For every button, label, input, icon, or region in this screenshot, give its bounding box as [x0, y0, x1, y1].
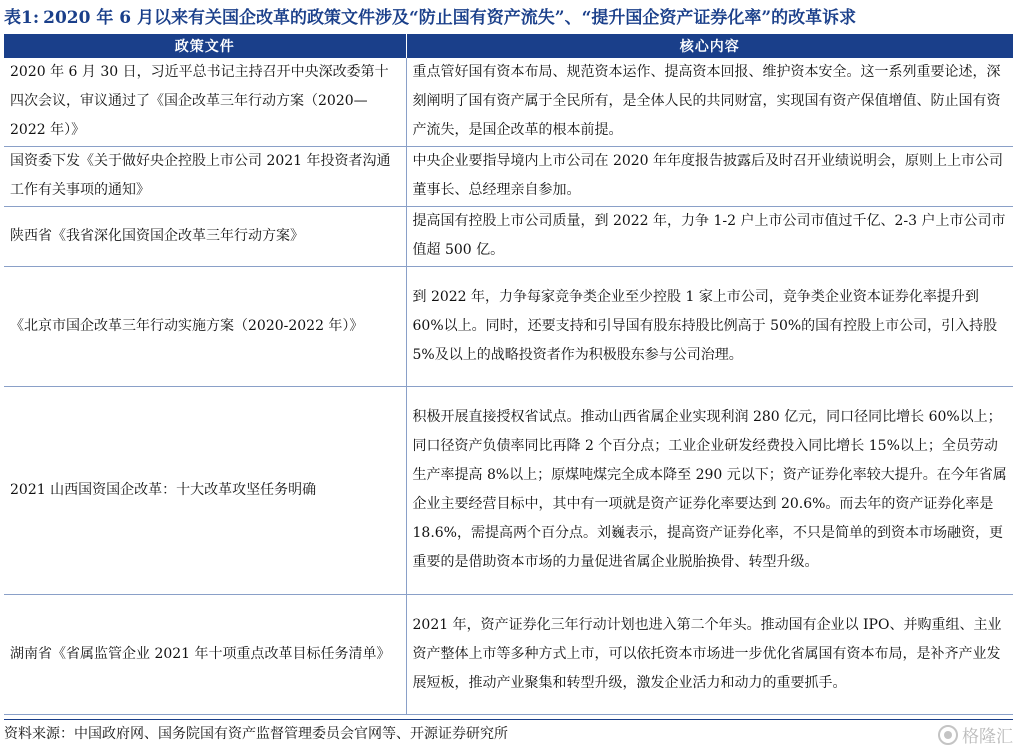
header-policy-doc: 政策文件: [4, 34, 406, 58]
source-note: 资料来源：中国政府网、国务院国有资产监督管理委员会官网等、开源证券研究所: [4, 719, 1013, 748]
core-content-cell: 中央企业要指导境内上市公司在 2020 年年度报告披露后及时召开业绩说明会，原则上上市公司董事长、总经理亲自参加。: [406, 146, 1013, 206]
gelonghui-logo-icon: [938, 725, 958, 745]
header-row: [4, 34, 1013, 58]
table-title: [4, 2, 1017, 34]
policy-table: [4, 34, 1013, 715]
policy-doc-cell: 2021 山西国资国企改革：十大改革攻坚任务明确: [4, 386, 406, 594]
table-caption: 2020 年 6 月以来有关国企改革的政策文件涉及“防止国有资产流失”、“提升国企资产证券化率”的改革诉求: [43, 8, 857, 28]
policy-doc-cell: 湖南省《省属监管企业 2021 年十项重点改革目标任务清单》: [4, 594, 406, 714]
table-row: [4, 206, 1013, 266]
core-content-cell: 重点管好国有资本布局、规范资本运作、提高资本回报、维护资本安全。这一系列重要论述，深刻阐明了国有资产属于全民所有，是全体人民的共同财富，实现国有资产保值增值、防止国有资产流失，是国企改革的根本前提。: [406, 58, 1013, 146]
watermark: [938, 722, 1013, 747]
table-row: [4, 58, 1013, 146]
table-row: [4, 594, 1013, 714]
policy-doc-cell: 《北京市国企改革三年行动实施方案（2020-2022 年）》: [4, 266, 406, 386]
policy-doc-cell: 国资委下发《关于做好央企控股上市公司 2021 年投资者沟通工作有关事项的通知》: [4, 146, 406, 206]
table-row: [4, 146, 1013, 206]
core-content-cell: 到 2022 年，力争每家竞争类企业至少控股 1 家上市公司，竞争类企业资本证券化率提升到 60%以上。同时，还要支持和引导国有股东持股比例高于 50%的国有控股上市公司，引入持股 5%及以上的战略投资者作为积极股东参与公司治理。: [406, 266, 1013, 386]
policy-doc-cell: 陕西省《我省深化国资国企改革三年行动方案》: [4, 206, 406, 266]
core-content-cell: 积极开展直接授权省试点。推动山西省属企业实现利润 280 亿元，同口径同比增长 60%以上；同口径资产负债率同比再降 2 个百分点；工业企业研发经费投入同比增长 15%以上；全员劳动生产率提高 8%以上；原煤吨煤完全成本降至 290 元以下；资产证券化率较大提升。在今年省属企业主要经营目标中，其中有一项就是资产证券化率要达到 20.6%。而去年的资产证券化率是 18.6%，需提高两个百分点。刘巍表示，提高资产证券化率，不只是简单的到资本市场融资，更重要的是借助资本市场的力量促进省属企业脱胎换骨、转型升级。: [406, 386, 1013, 594]
table-row: [4, 386, 1013, 594]
table-row: [4, 266, 1013, 386]
header-core-content: 核心内容: [406, 34, 1013, 58]
watermark-text: 格隆汇: [962, 727, 1013, 747]
table-number: 表1:: [4, 8, 40, 28]
policy-doc-cell: 2020 年 6 月 30 日，习近平总书记主持召开中央深改委第十四次会议，审议通过了《国企改革三年行动方案（2020—2022 年）》: [4, 58, 406, 146]
core-content-cell: 2021 年，资产证券化三年行动计划也进入第二个年头。推动国有企业以 IPO、并购重组、主业资产整体上市等多种方式上市，可以依托资本市场进一步优化省属国有资本布局，是补齐产业发展短板，推动产业聚集和转型升级，激发企业活力和动力的重要抓手。: [406, 594, 1013, 714]
core-content-cell: 提高国有控股上市公司质量，到 2022 年，力争 1-2 户上市公司市值过千亿、2-3 户上市公司市值超 500 亿。: [406, 206, 1013, 266]
